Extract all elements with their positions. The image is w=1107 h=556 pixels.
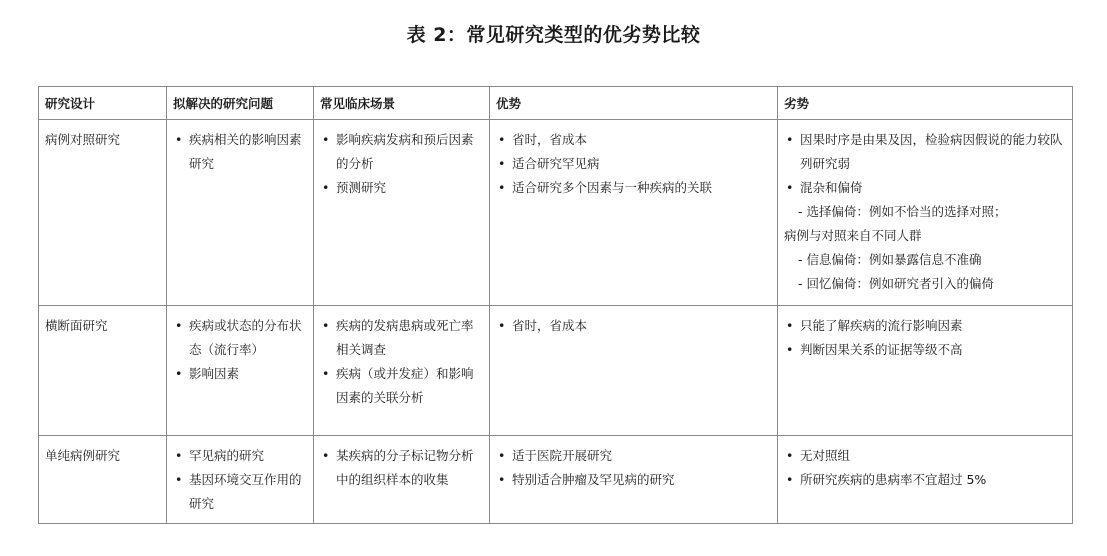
cell-design: 病例对照研究 — [39, 120, 167, 306]
sub-item: - 选择偏倚：例如不恰当的选择对照； — [798, 204, 1007, 219]
list-item: • 影响因素 — [173, 362, 307, 386]
list-item: • 混杂和偏倚 — [784, 176, 1066, 200]
cell-questions — [167, 120, 314, 306]
list-item: • 只能了解疾病的流行影响因素 — [784, 314, 1066, 338]
header-disadvantages: 劣势 — [778, 87, 1073, 120]
list-item: • 疾病的发病患病或死亡率相关调查 — [320, 314, 483, 362]
comparison-table — [38, 86, 1073, 524]
list-item: • 适合研究多个因素与一种疾病的关联 — [496, 176, 771, 200]
list-item: • 某疾病的分子标记物分析中的组织样本的收集 — [320, 444, 483, 492]
table-title: 表 2：常见研究类型的优劣势比较 — [406, 24, 701, 46]
cell-scenarios — [314, 120, 490, 306]
cell-disadvantages — [778, 120, 1073, 306]
cell-disadvantages — [778, 306, 1073, 436]
cell-advantages — [490, 306, 778, 436]
list-item: • 因果时序是由果及因，检验病因假说的能力较队列研究弱 — [784, 128, 1066, 176]
header-questions: 拟解决的研究问题 — [167, 87, 314, 120]
table-row — [39, 436, 1073, 524]
cell-design: 单纯病例研究 — [39, 436, 167, 524]
cell-advantages — [490, 436, 778, 524]
cell-scenarios — [314, 306, 490, 436]
list-item: • 适合研究罕见病 — [496, 152, 771, 176]
header-scenarios: 常见临床场景 — [314, 87, 490, 120]
table-row — [39, 306, 1073, 436]
list-item: • 省时，省成本 — [496, 128, 771, 152]
list-item: • 所研究疾病的患病率不宜超过 5% — [784, 468, 1066, 492]
header-row — [39, 87, 1073, 120]
cell-questions — [167, 436, 314, 524]
list-item: • 特别适合肿瘤及罕见病的研究 — [496, 468, 771, 492]
list-item: • 适于医院开展研究 — [496, 444, 771, 468]
list-item: • 无对照组 — [784, 444, 1066, 468]
list-item: • 预测研究 — [320, 176, 483, 200]
cell-design: 横断面研究 — [39, 306, 167, 436]
cell-disadvantages — [778, 436, 1073, 524]
list-item: • 影响疾病发病和预后因素的分析 — [320, 128, 483, 176]
list-item: • 判断因果关系的证据等级不高 — [784, 338, 1066, 362]
cell-questions — [167, 306, 314, 436]
cell-advantages — [490, 120, 778, 306]
list-item: • 疾病或状态的分布状态（流行率） — [173, 314, 307, 362]
list-item: • 罕见病的研究 — [173, 444, 307, 468]
list-item: • 基因环境交互作用的研究 — [173, 468, 307, 516]
table-row — [39, 120, 1073, 306]
cell-scenarios — [314, 436, 490, 524]
list-item: • 疾病（或并发症）和影响因素的关联分析 — [320, 362, 483, 410]
header-design: 研究设计 — [39, 87, 167, 120]
sub-item: - 信息偏倚：例如暴露信息不准确 — [798, 252, 982, 267]
sub-item: - 回忆偏倚：例如研究者引入的偏倚 — [798, 276, 994, 291]
sub-item: 病例与对照来自不同人群 — [784, 228, 922, 243]
header-advantages: 优势 — [490, 87, 778, 120]
list-item: • 疾病相关的影响因素研究 — [173, 128, 307, 176]
list-item: • 省时，省成本 — [496, 314, 771, 338]
